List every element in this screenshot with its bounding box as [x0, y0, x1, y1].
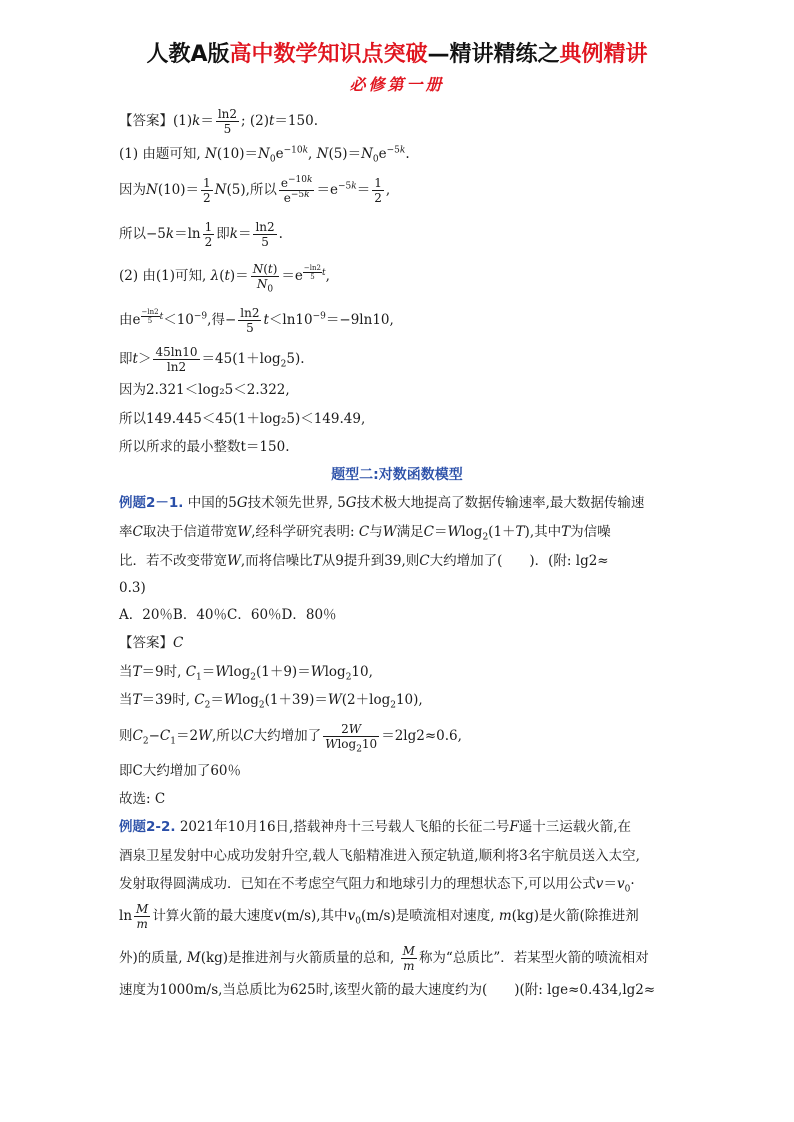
header-title-part2: 高中数学知识点突破 [229, 42, 428, 67]
example1-solution-5: 故选: C [119, 791, 166, 807]
page-header [0, 40, 794, 70]
section-title: 题型二:对数函数模型 [331, 467, 463, 483]
header-title-part4: 典例精讲 [559, 42, 648, 67]
header-title-part1: 人教A版 [146, 42, 230, 67]
example2-line-6: 速度为1000m/s,当总质比为625时,该型火箭的最大速度约为( )(附: lge≈0.434,lg2≈ [119, 982, 656, 998]
example2-line-2: 酒泉卫星发射中心成功发射升空,载人飞船精准进入预定轨道,顺利将3名宇航员送入太空, [119, 848, 640, 864]
example1-options: A．20％B．40％C．60％D．80％ [119, 607, 337, 623]
example1-answer: 【答案】C [119, 635, 184, 651]
example1-line-4: 0.3) [119, 580, 146, 596]
example2-label: 例题2-2. [119, 819, 176, 835]
solution-line-4: (2) 由(1)可知, λ(t)＝ $\frac{N(t)}{N_0}$ ＝e $^{\frac{-\ln 2}{5}t}$, [119, 262, 330, 295]
solution-line-1: (1) 由题可知, $N(10)=N_0e^{-10k}$, $N(5)=N_0e^{-5k}$. [119, 145, 410, 165]
example1-solution-2: 当T＝39时, $C_2=Wlog_2(1+39)=W(2+\log_210)$, [119, 692, 423, 711]
example1-solution-1: 当T＝9时, $C_1=Wlog_2(1+9)=Wlog_210$, [119, 664, 373, 683]
example1-solution-3: 则$C_2-C_1=2W$,所以C大约增加了 $\frac{2W}{Wlog_210}$ ＝2lg2≈0.6, [119, 722, 462, 755]
solution-line-6: 即t＞ $\frac{45\ln 10}{\ln 2}$ $=45(1+\log_25)$. [119, 345, 305, 374]
example1-line-2: 率C取决于信道带宽W,经科学研究表明: C与W满足C＝Wlog$_2$(1＋T),其中T为信噪 [119, 524, 611, 543]
header-subtitle: 必修第一册 [349, 75, 445, 94]
solution-line-8: 所以149.445＜45(1＋log₂5)＜149.49, [119, 411, 366, 427]
example2-line-4: ln $\frac{M}{m}$ 计算火箭的最大速度v(m/s),其中$v_0(m/s)$是喷流相对速度, m(kg)是火箭(除推进剂 [119, 902, 639, 931]
example2-line-3: 发射取得圆满成功．已知在不考虑空气阻力和地球引力的理想状态下,可以用公式$v=v_0\cdot$ [119, 876, 635, 895]
example2-line-1: 例题2-2. 2021年10月16日,搭载神舟十三号载人飞船的长征二号F遥十三运载火箭,在 [119, 819, 631, 835]
example1-solution-4: 即C大约增加了60％ [119, 763, 242, 779]
example1-line-3: 比．若不改变带宽W,而将信噪比T从9提升到39,则C大约增加了( )．(附: lg2≈ [119, 553, 609, 569]
solution-line-2: 因为N(10)＝ $\frac{1}{2}$ N(5),所以 $\frac{e^{-10k}}{e^{-5k}}$ $=e^{-5k}=$ $\frac{1}{2}$ , [119, 175, 391, 205]
solution-line-5: 由e $^{\frac{-\ln 2}{5}t}<10^{-9}$,得− $\frac{\ln 2}{5}$ $t<\ln 10^{-9}=-9\ln 10$, [119, 306, 394, 335]
example1-line-1: 例题2－1. 中国的5G技术领先世界, 5G技术极大地提高了数据传输速率,最大数据传输速 [119, 495, 645, 511]
answer-line-1: 【答案】(1)k＝ $\frac{\ln 2}{5}$ ; (2)t＝150. [119, 107, 318, 136]
solution-line-3: 所以−5k＝ln $\frac{1}{2}$ 即k＝ $\frac{\ln 2}{5}$ . [119, 220, 283, 249]
solution-line-7: 因为2.321＜log₂5＜2.322, [119, 382, 290, 398]
example1-label: 例题2－1. [119, 495, 184, 511]
example2-line-5: 外)的质量, M(kg)是推进剂与火箭质量的总和, $\frac{M}{m}$ 称为“总质比”．若某型火箭的喷流相对 [119, 944, 649, 973]
solution-line-9: 所以所求的最小整数t＝150. [119, 439, 290, 455]
header-title-part3: —精讲精练之 [427, 42, 560, 67]
